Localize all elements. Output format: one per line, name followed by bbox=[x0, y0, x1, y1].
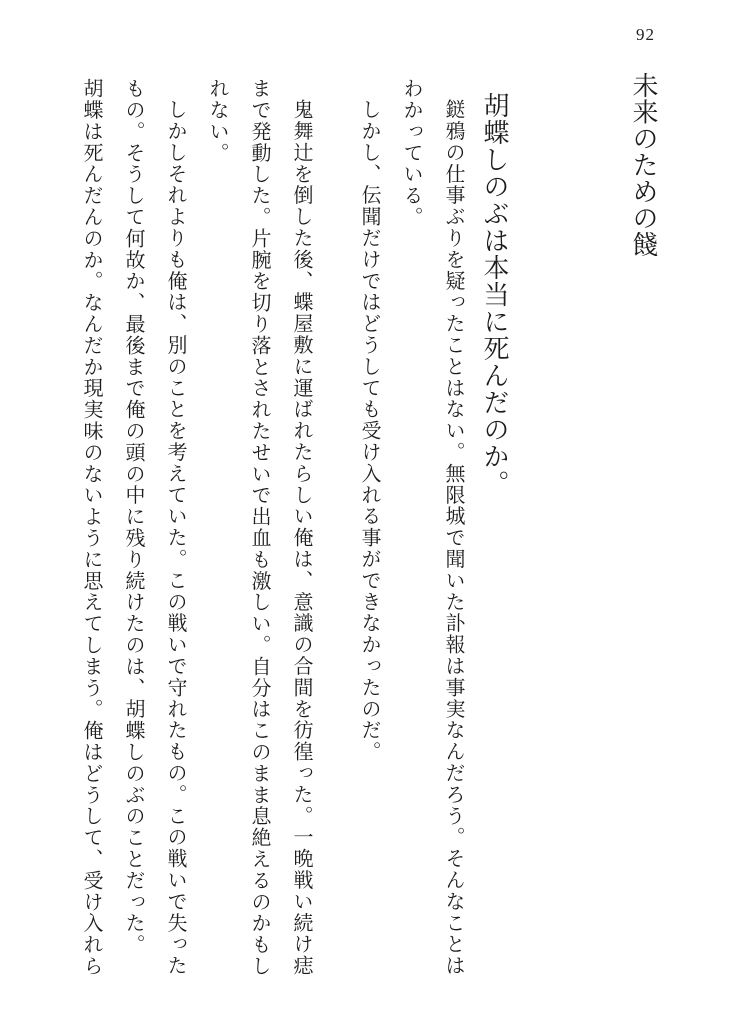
body-line: もの。そうして何故か、最後まで俺の頭の中に残り続けたのは、胡蝶しのぶのことだった。 bbox=[122, 78, 144, 956]
body-line: れない。 bbox=[206, 78, 228, 164]
body-line: 胡蝶しのぶは本当に死んだのか。 bbox=[480, 92, 509, 497]
body-line: 鎹鴉の仕事ぶりを疑ったことはない。無限城で聞いた訃報は事実なんだろう。そんなことは bbox=[442, 99, 464, 977]
body-line: まで発動した。片腕を切り落とされたせいで出血も激しい。自分はこのまま息絶えるのかもし bbox=[248, 78, 270, 977]
body-line: しかし、伝聞だけではどうしても受け入れる事ができなかったのだ。 bbox=[358, 99, 380, 763]
vertical-text-area bbox=[60, 68, 660, 998]
body-line: 胡蝶は死んだんのか。なんだか現実味のないように思えてしまう。俺はどうして、受け入れら bbox=[80, 78, 102, 977]
chapter-title: 未来のための餞 bbox=[629, 72, 658, 258]
body-line: わかっている。 bbox=[400, 78, 422, 228]
body-line: 鬼舞辻を倒した後、蝶屋敷に運ばれたらしい俺は、意識の合間を彷徨った。一晩戦い続け痣 bbox=[290, 99, 312, 977]
page-number: 92 bbox=[636, 25, 655, 44]
body-line: しかしそれよりも俺は、別のことを考えていた。この戦いで守れたもの。この戦いで失った bbox=[164, 99, 186, 977]
